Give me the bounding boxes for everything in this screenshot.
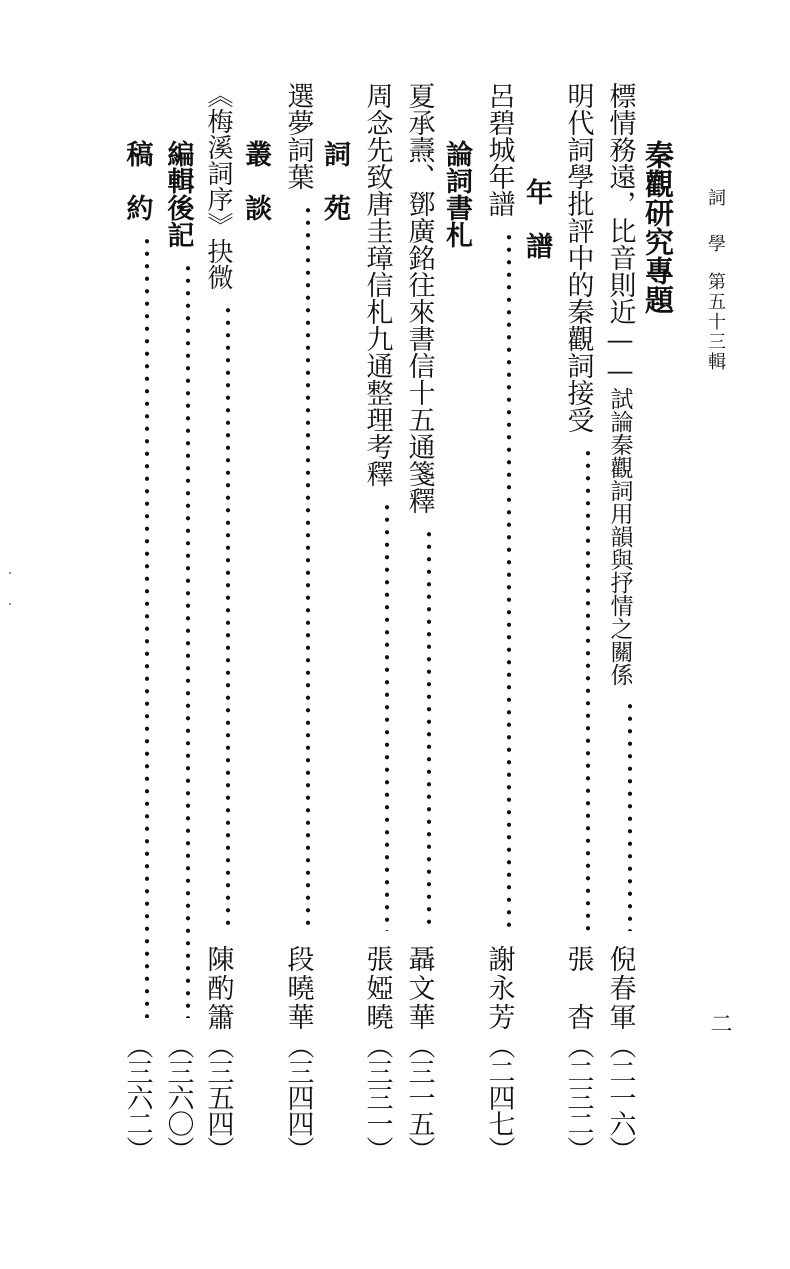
section-heading-nianpu: 年 譜 — [521, 178, 552, 259]
toc-entry-2[interactable] — [561, 82, 595, 1162]
leader-dots — [185, 262, 191, 1018]
toc-entry-5[interactable] — [360, 82, 394, 1162]
section-heading-ciyuan: 詞 苑 — [319, 140, 350, 221]
entry-subtitle: 試論秦觀詞用韻與抒情之關係 — [606, 387, 633, 686]
entry-page: （三一五） — [403, 1032, 435, 1162]
section-heading-qin-guan: 秦觀研究專題 — [641, 140, 675, 314]
entry-title-main: 標情務遠，比音則近—— — [604, 82, 636, 387]
toc-entry-3[interactable] — [482, 82, 516, 1162]
leader-dots — [627, 700, 633, 931]
leader-dots — [144, 235, 150, 1018]
entry-page: （二四七） — [483, 1032, 515, 1162]
entry-title: 選夢詞葉 — [282, 82, 314, 190]
entry-page: （三四四） — [282, 1032, 314, 1162]
entry-author: 張婭曉 — [361, 945, 393, 1032]
toc-entry-7[interactable] — [201, 82, 235, 1162]
entry-title: 呂碧城年譜 — [483, 82, 515, 217]
toc-entry-9[interactable] — [120, 140, 154, 1162]
entry-page: （三六〇） — [162, 1032, 194, 1162]
entry-page: （三三一） — [361, 1032, 393, 1162]
entry-author: 段曉華 — [282, 945, 314, 1032]
scan-speck — [9, 603, 11, 605]
section-heading-congtan: 叢 談 — [240, 140, 271, 221]
entry-title: 明代詞學批評中的秦觀詞接受 — [562, 82, 594, 433]
scan-speck — [9, 572, 11, 574]
leader-dots — [506, 231, 512, 931]
entry-author: 謝永芳 — [483, 945, 515, 1032]
entry-author: 張 杳 — [562, 945, 594, 1032]
section-heading-letters: 論詞書札 — [441, 140, 472, 248]
leader-dots — [225, 304, 231, 931]
journal-title: 詞 學 — [705, 188, 726, 257]
entry-author: 倪春軍 — [604, 945, 636, 1032]
entry-title: 周念先致唐圭璋信札九通整理考釋 — [361, 82, 393, 487]
entry-title: 稿 約 — [121, 140, 153, 221]
leader-dots — [305, 204, 311, 931]
leader-dots — [585, 447, 591, 931]
toc-entry-8[interactable] — [161, 140, 195, 1162]
entry-title: 《梅溪詞序》抉微 — [203, 82, 233, 290]
entry-title: 夏承燾、鄧廣銘往來書信十五通箋釋 — [403, 82, 435, 514]
toc-entry-6[interactable] — [281, 82, 315, 1162]
entry-title — [604, 82, 636, 686]
entry-title: 編輯後記 — [162, 140, 194, 248]
entry-page: （三六二） — [121, 1032, 153, 1162]
toc-entry-1[interactable] — [603, 82, 637, 1162]
page-number: 二 — [707, 1012, 732, 1039]
entry-author: 陳酌簫 — [202, 945, 234, 1032]
leader-dots — [426, 528, 432, 931]
toc-entry-4[interactable] — [402, 82, 436, 1162]
entry-author: 聶文華 — [403, 945, 435, 1032]
leader-dots — [384, 501, 390, 931]
entry-page: （三五四） — [202, 1032, 234, 1162]
entry-page: （二三二） — [562, 1032, 594, 1162]
entry-page: （二一六） — [604, 1032, 636, 1162]
issue-label: 第五十三輯 — [705, 272, 726, 372]
